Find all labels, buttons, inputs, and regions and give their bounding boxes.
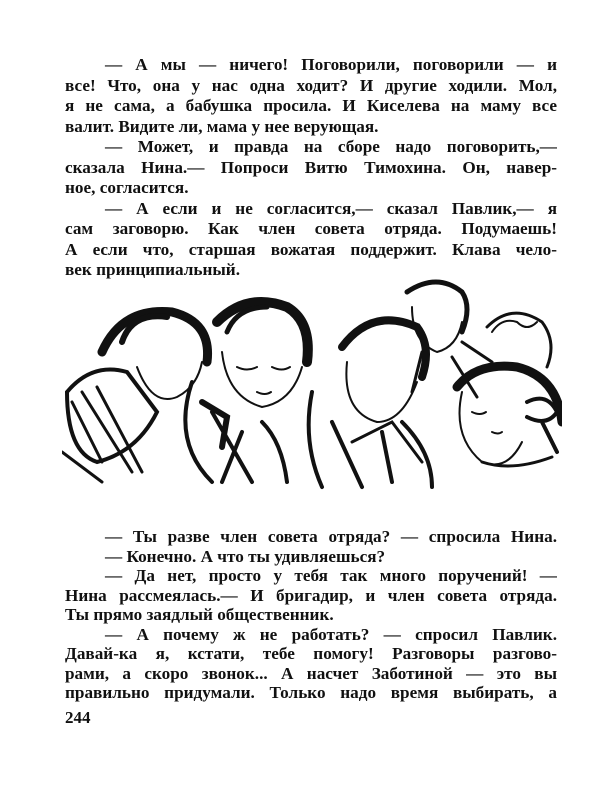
text-line: — Ты разве член совета отряда? — спросила Нина. xyxy=(105,527,557,546)
text-line: валит. Видите ли, мама у нее верующая. xyxy=(65,116,379,136)
text-line: — Да нет, просто у тебя так много поручений! — xyxy=(105,566,557,585)
text-line: Нина рассмеялась.— И бригадир, и член совета отряда. xyxy=(65,585,557,605)
text-line: — Может, и правда на сборе надо поговорить,— xyxy=(105,137,557,156)
bottom-text-block xyxy=(65,527,557,703)
text-line: век принципиальный. xyxy=(65,260,240,279)
top-text-block xyxy=(65,55,557,281)
text-line: — А если и не согласится,— сказал Павлик,— я xyxy=(105,198,557,218)
text-line: — А почему ж не работать? — спросил Павлик. xyxy=(105,624,557,644)
text-line: — Конечно. А что ты удивляешься? xyxy=(105,546,386,566)
text-line: Ты прямо заядлый общественник. xyxy=(65,605,334,624)
page-number: 244 xyxy=(65,708,91,727)
illustration-group-of-children xyxy=(62,272,562,494)
text-line: сказала Нина.— Попроси Витю Тимохина. Он, навер- xyxy=(65,157,557,177)
text-line: ное, согласится. xyxy=(65,178,189,197)
text-line: правильно придумали. Только надо время выбирать, а xyxy=(65,683,557,702)
text-line: рами, а скоро звонок... А насчет Заботиной — это вы xyxy=(65,663,557,683)
text-line: я не сама, а бабушка просила. И Киселева на маму все xyxy=(65,96,557,115)
text-line: все! Что, она у нас одна ходит? И другие ходили. Мол, xyxy=(65,75,557,95)
text-line: Давай-ка я, кстати, тебе помогу! Разговоры разгово- xyxy=(65,644,557,663)
text-line: — А мы — ничего! Поговорили, поговорили — и xyxy=(105,55,557,74)
text-line: сам заговорю. Как член совета отряда. Подумаешь! xyxy=(65,219,557,238)
text-line: А если что, старшая вожатая поддержит. Клава чело- xyxy=(65,239,557,259)
